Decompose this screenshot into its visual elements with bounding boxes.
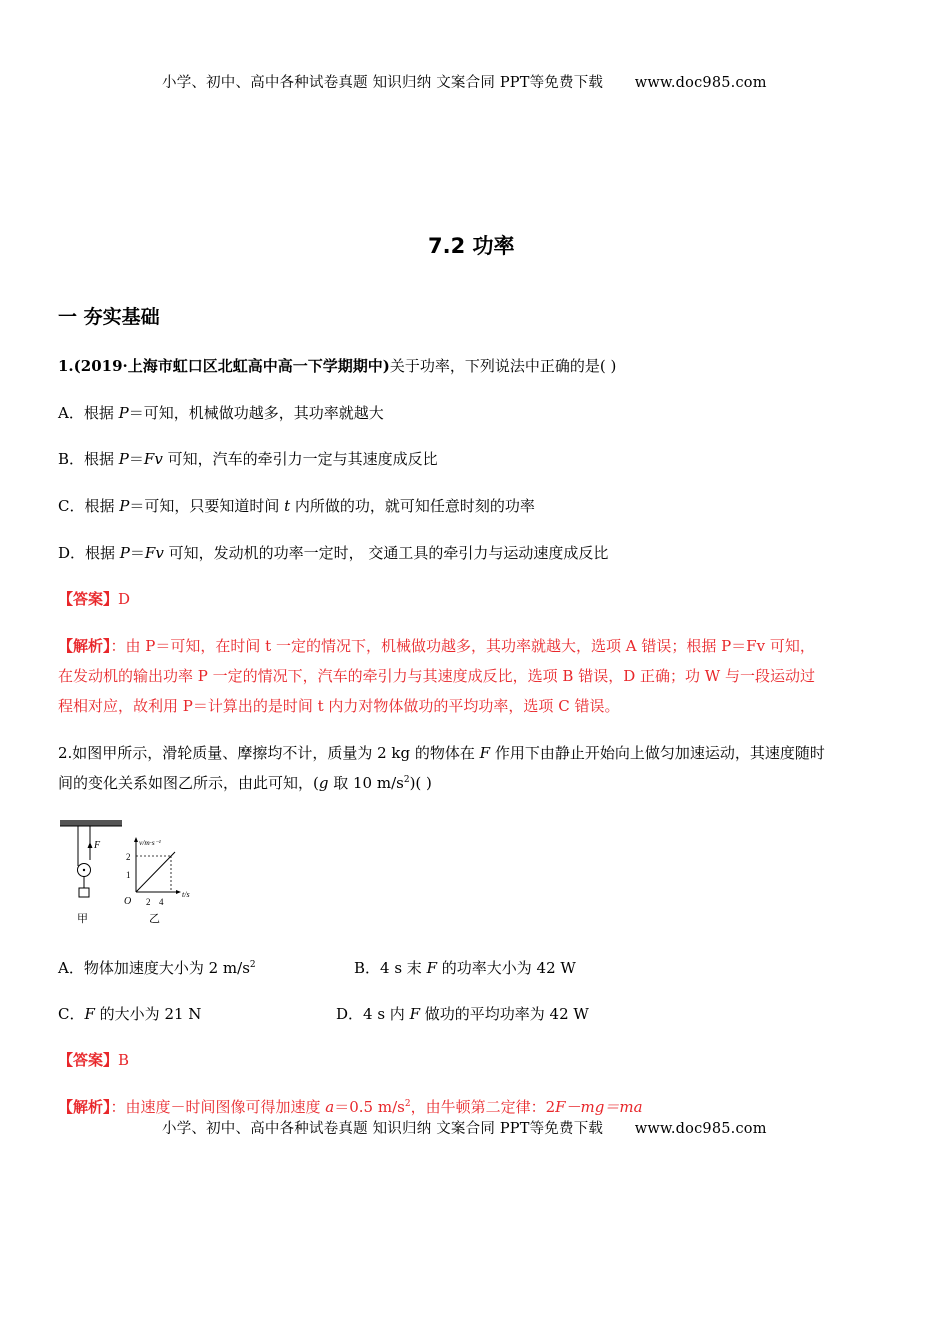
graph-x-tick-4: 4 — [159, 897, 164, 907]
mass-block — [79, 888, 89, 897]
q1-b-eq: ＝ — [128, 450, 144, 468]
q1-b-var2: Fv — [143, 450, 163, 468]
q1-analysis-label: 【解析】 — [58, 637, 111, 655]
pulley-axle — [83, 869, 85, 871]
q1-b-post: 可知，汽车的牵引力一定与其速度成反比 — [162, 450, 438, 468]
q1-b-pre: B．根据 — [58, 450, 119, 468]
q1-answer — [58, 588, 130, 609]
page-title: 7.2 功率 — [428, 234, 515, 258]
q2-b-pre: B．4 s 末 — [354, 959, 427, 977]
q2-d-post: 做功的平均功率为 42 W — [420, 1005, 589, 1023]
q2-a-text: A．物体加速度大小为 2 m/s — [58, 959, 250, 977]
q2-answer-value: B — [118, 1051, 130, 1069]
q2-analysis-b: ＝0.5 m/s — [334, 1098, 405, 1116]
q2-option-d — [336, 1003, 589, 1024]
ceiling — [60, 820, 122, 826]
graph-y-label: v/m·s⁻¹ — [139, 838, 161, 847]
q1-analysis-line-2: 在发动机的输出功率 P 一定的情况下，汽车的牵引力与其速度成反比，选项 B 错误，D 正确；功 W 与一段运动过 — [58, 667, 815, 685]
q1-option-b — [58, 448, 438, 469]
header-site[interactable]: www.doc985.com — [634, 75, 767, 91]
q2-answer-label: 【答案】 — [58, 1051, 119, 1069]
header-text: 小学、初中、高中各种试卷真题 知识归纳 文案合同 PPT等免费下载 — [162, 75, 604, 91]
graph-x-label: t/s — [182, 890, 190, 899]
q2-d-pre: D．4 s 内 — [336, 1005, 410, 1023]
q1-answer-label: 【答案】 — [58, 590, 119, 608]
footer-site[interactable]: www.doc985.com — [634, 1121, 767, 1137]
force-label: F — [94, 840, 101, 851]
q2-analysis-a: ：由速度－时间图像可得加速度 — [110, 1098, 326, 1116]
q2-d-var: F — [409, 1005, 420, 1023]
q1-c-pre: C．根据 — [58, 497, 120, 515]
q1-a-pre: A．根据 — [58, 404, 119, 422]
q1-stem — [58, 355, 616, 376]
graph-y-arrow — [134, 837, 138, 842]
q1-a-var: P — [118, 404, 129, 422]
q1-analysis-text-1: ：由 P＝可知，在时间 t 一定的情况下，机械做功越多，其功率就越大，选项 A 错误；根据 P＝Fv 可知， — [110, 637, 815, 655]
q1-analysis-line-1 — [58, 635, 815, 656]
q1-d-eq: ＝ — [129, 544, 145, 562]
q2-analysis-c: ，由牛顿第二定律：2 — [410, 1098, 556, 1116]
q1-c-var: P — [119, 497, 130, 515]
q1-c-post2: 内所做的功，就可知任意时刻的功率 — [290, 497, 535, 515]
q2-analysis — [58, 1096, 643, 1117]
q2-stem-2c: )( ) — [409, 774, 432, 792]
q1-stem-text: 关于功率，下列说法中正确的是( ) — [389, 357, 617, 375]
q1-d-var2: Fv — [144, 544, 164, 562]
q1-d-pre: D．根据 — [58, 544, 120, 562]
q2-analysis-label: 【解析】 — [58, 1098, 111, 1116]
q1-option-d — [58, 542, 608, 563]
page-header — [162, 71, 767, 92]
q1-option-c — [58, 495, 535, 516]
q2-option-c — [58, 1003, 201, 1024]
q1-d-var: P — [119, 544, 130, 562]
q2-b-var: F — [426, 959, 437, 977]
q2-figure — [58, 818, 208, 928]
q2-stem-2var: g — [318, 774, 329, 792]
q2-a-sup: 2 — [249, 960, 256, 970]
figure-label-jia: 甲 — [77, 912, 88, 925]
q2-stem-2a: 间的变化关系如图乙所示，由此可知，( — [58, 774, 319, 792]
q2-option-a — [58, 957, 256, 978]
q1-source: 1.(2019·上海市虹口区北虹高中高一下学期期中) — [58, 357, 390, 375]
q2-b-post: 的功率大小为 42 W — [437, 959, 576, 977]
q1-a-post: ＝可知，机械做功越多，其功率就越大 — [128, 404, 384, 422]
q2-stem-2b: 取 10 m/s — [328, 774, 404, 792]
q1-option-a — [58, 402, 384, 423]
q2-analysis-d: F－mg＝ma — [555, 1098, 643, 1116]
q2-stem-1b: 作用下由静止开始向上做匀加速运动，其速度随时 — [490, 744, 825, 762]
section-heading: 一 夯实基础 — [58, 306, 160, 328]
q1-analysis-line-3: 程相对应，故利用 P＝计算出的是时间 t 内力对物体做功的平均功率，选项 C 错误。 — [58, 697, 620, 715]
q1-answer-value: D — [118, 590, 131, 608]
q2-c-post: 的大小为 21 N — [94, 1005, 202, 1023]
q2-stem-1a: 2.如图甲所示，滑轮质量、摩擦均不计，质量为 2 kg 的物体在 — [58, 744, 480, 762]
graph-y-tick-1: 1 — [126, 870, 131, 880]
q2-c-pre: C． — [58, 1005, 85, 1023]
q1-c-post1: ＝可知，只要知道时间 — [129, 497, 285, 515]
graph-x-tick-2: 2 — [146, 897, 151, 907]
q2-stem-line-2 — [58, 772, 432, 793]
q1-c-var2: t — [284, 497, 291, 515]
graph-vt-line — [136, 852, 175, 892]
q2-stem-line-1 — [58, 742, 825, 763]
q2-stem-2sup: 2 — [403, 775, 410, 785]
graph-y-tick-2: 2 — [126, 852, 131, 862]
footer-text: 小学、初中、高中各种试卷真题 知识归纳 文案合同 PPT等免费下载 — [162, 1121, 604, 1137]
force-arrowhead — [88, 842, 93, 848]
graph-x-arrow — [176, 890, 181, 894]
q2-stem-1var: F — [479, 744, 491, 762]
q2-analysis-var: a — [325, 1098, 335, 1116]
q1-d-post: 可知，发动机的功率一定时， 交通工具的牵引力与运动速度成反比 — [163, 544, 609, 562]
q2-c-var: F — [84, 1005, 95, 1023]
figure-label-yi: 乙 — [149, 912, 160, 925]
q2-answer — [58, 1049, 129, 1070]
page-footer — [162, 1117, 767, 1138]
q2-option-b — [354, 957, 576, 978]
q2-analysis-sup: 2 — [404, 1099, 411, 1109]
graph-origin: O — [124, 896, 132, 907]
q1-b-var: P — [118, 450, 129, 468]
